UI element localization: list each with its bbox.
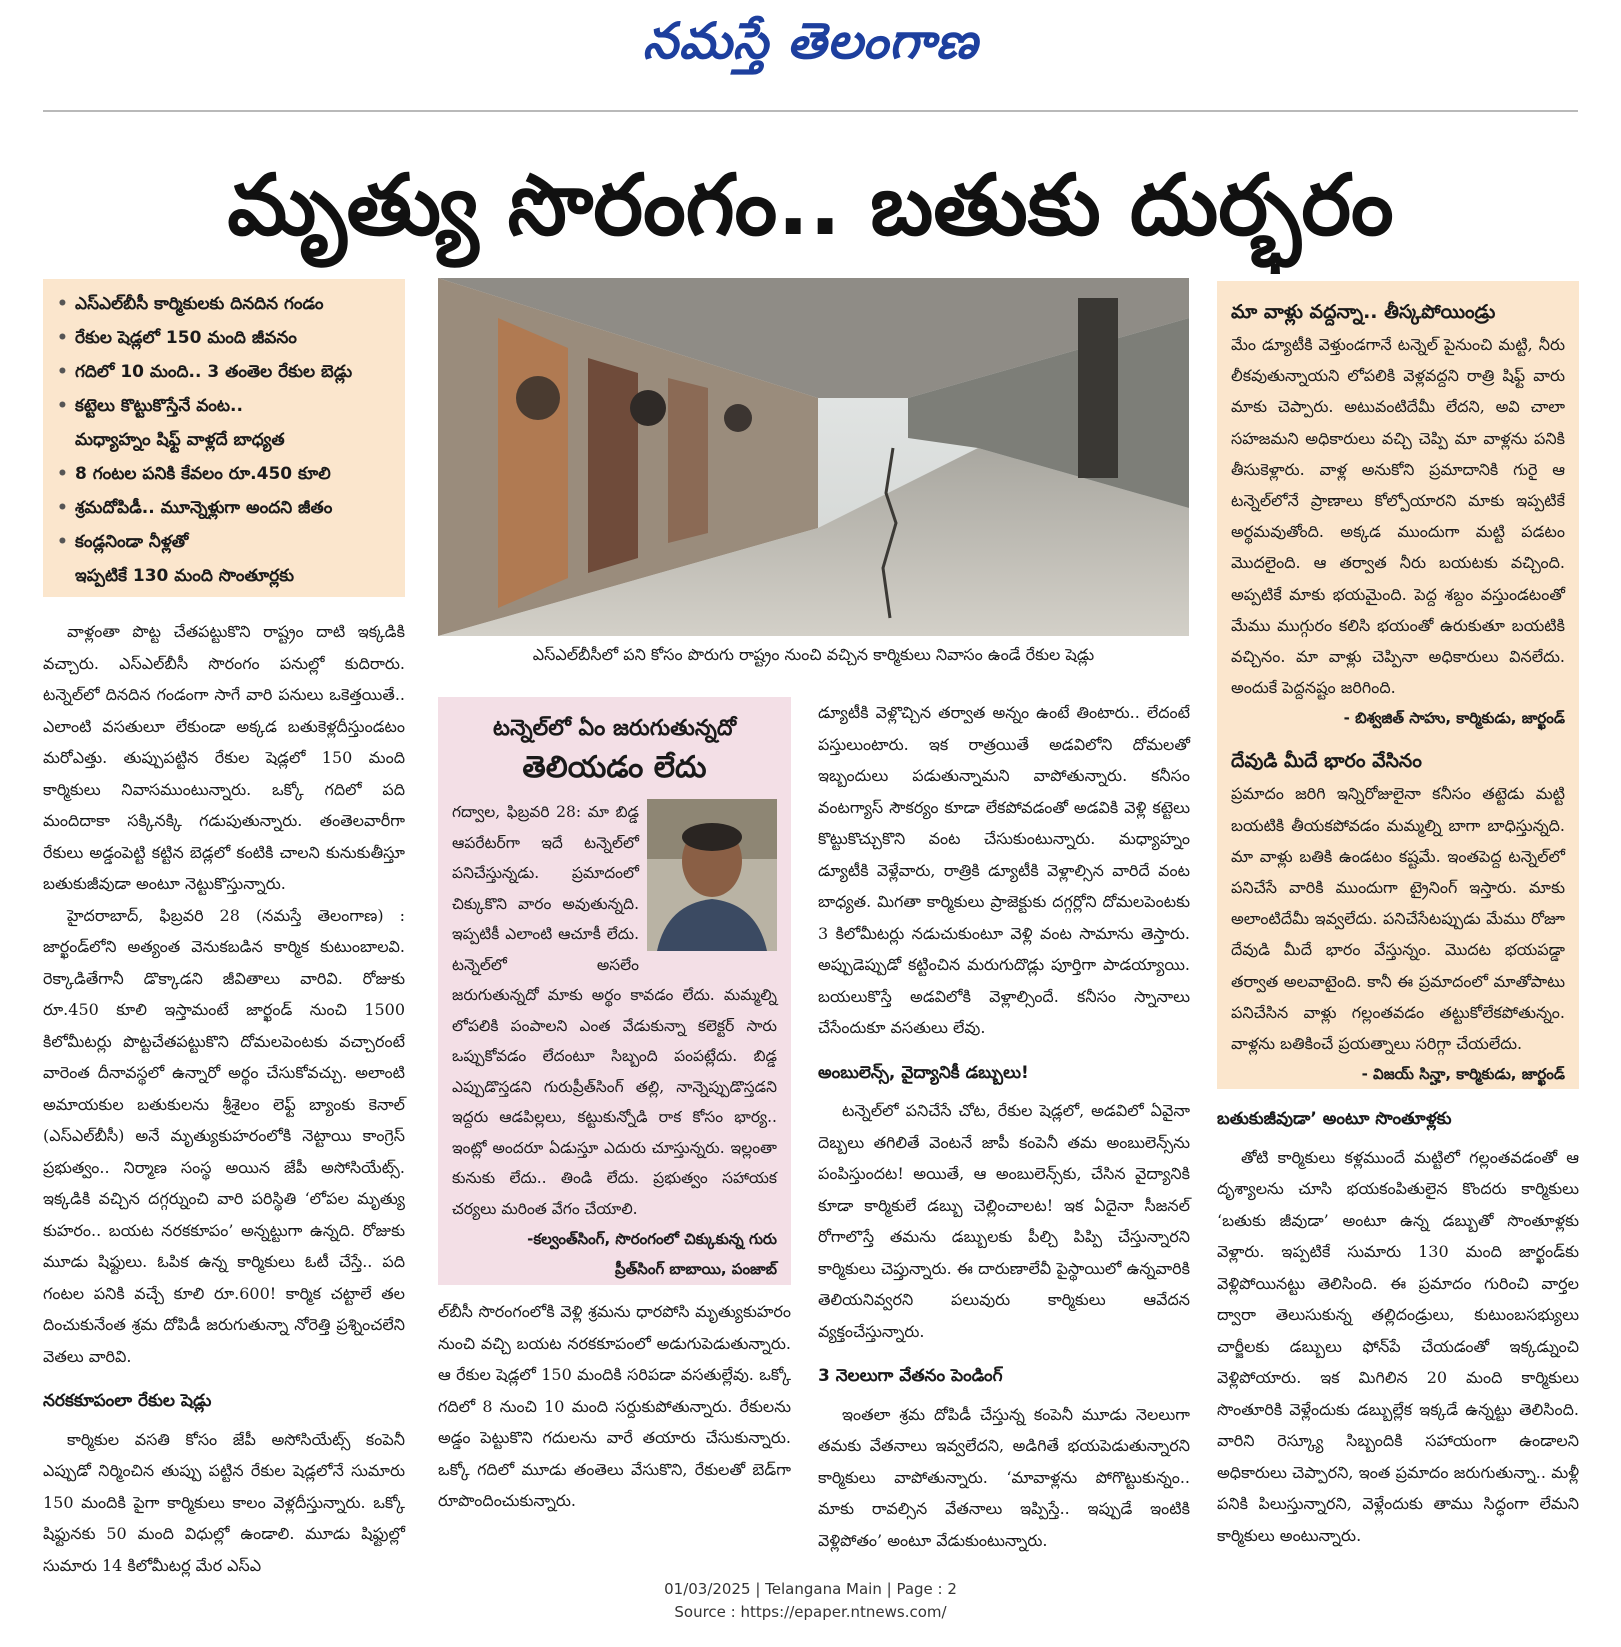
article-paragraph: టన్నెల్‌లో పనిచేసే చోట, రేకుల షెడ్లలో, అడవిలో ఏవైనా దెబ్బలు తగిలితే వెంటనే జాపీ కంపెనీ తమ అంబులెన్స్‌ను పంపిస్తుందట! అయితే, ఆ అంబులెన్స్‌కు, చేసిన వైద్యానికి కూడా కార్మికులే డబ్బు చెల్లించాలట! ఇక ఏదైనా సీజనల్ రోగాలొస్తే తమను డబ్బులకు పీల్చి పిప్పి చేస్తున్నారని కార్మికులు చెప్తున్నారు. ఈ దారుణాలేవీ పైస్థాయిలో ఉన్నవారికి తెలియనివ్వరని పలువురు కార్మికులు ఆవేదన వ్యక్తంచేస్తున్నారు.	[818, 1101, 1190, 1341]
highlight-text: కట్టెలు కొట్టుకొస్తేనే వంట..	[75, 396, 243, 416]
bullet-icon: •	[57, 362, 68, 382]
highlight-item	[55, 457, 395, 491]
bullet-icon: •	[57, 464, 68, 484]
highlights-list	[55, 287, 395, 593]
masthead-logo: నమస్తే తెలంగాణ	[642, 12, 979, 70]
interview-signature: -కల్వంత్‌సింగ్, సొరంగంలో చిక్కుకున్న గురు	[527, 1230, 777, 1248]
bullet-icon: •	[57, 328, 68, 348]
highlights-box	[43, 279, 405, 597]
article-column-1	[43, 616, 405, 1575]
highlight-text: శ్రమదోపిడీ.. మూన్నెళ్లుగా అందని జీతం	[75, 498, 333, 518]
testimony-body: ప్రమాదం జరిగి ఇన్నిరోజులైనా కనీసం తట్టెడు మట్టి బయటికి తీయకపోవడం మమ్మల్ని బాగా బాధిస్తున్నది. మా వాళ్లు బతికి ఉండటం కష్టమే. ఇంతపెద్ద టన్నెల్‌లో పనిచేసే వారికి ముందుగా ట్రైనింగ్ ఇస్తారు. మాకు అలాంటిదేమీ ఇవ్వలేదు. పనిచేసేటప్పుడు మేము రోజూ దేవుడి మీదే భారం వేస్తున్నం. మొదట భయపడ్డా తర్వాత అలవాటైంది. కానీ ఈ ప్రమాదంలో మాతోపాటు పనిచేసిన వాళ్లు గల్లంతవడం తట్టుకోలేకపోతున్నం. వాళ్లను బతికించే ప్రయత్నాలు సరిగ్గా చేయలేదు.	[1231, 784, 1565, 1054]
highlight-text: కండ్లనిండా నీళ్లతో	[75, 532, 189, 552]
highlight-item	[55, 355, 395, 389]
subheading: అంబులెన్స్, వైద్యానికీ డబ్బులు!	[818, 1062, 1029, 1083]
highlight-item	[55, 321, 395, 355]
highlight-item	[55, 525, 395, 593]
bullet-icon: •	[57, 532, 68, 552]
article-paragraph: ల్‌బీసీ సొరంగంలోకి వెళ్లి శ్రమను ధారపోసి మృత్యుకుహరం నుంచి వచ్చి బయట నరకకూపంలో అడుగుపెడుతున్నారు. ఆ రేకుల షెడ్లలో 150 మందికి సరిపడా వసతుల్లేవు. ఒక్కో గదిలో 8 నుంచి 10 మంది సర్దుకుపోతున్నారు. రేకులను అడ్డం పెట్టుకొని గదులను వారే తయారు చేసుకున్నారు. ఒక్కో గదిలో మూడు తంతెలు వేసుకొని, రేకులతో బెడ్‌గా రూపొందించుకున్నారు.	[438, 1302, 791, 1510]
interviewee-portrait	[647, 799, 777, 951]
testimony-signature: - బిశ్వజిత్ సాహు, కార్మికుడు, జార్ఖండ్	[1343, 709, 1565, 728]
article-column-4	[1217, 1104, 1579, 1545]
article-paragraph: కార్మికుల వసతి కోసం జేపీ అసోసియేట్స్ కంపెనీ ఎప్పుడో నిర్మించిన తుప్పు పట్టిన రేకుల షెడ్లలోనే సుమారు 150 మందికి పైగా కార్మికులు కాలం వెళ్లదీస్తున్నారు. ఒక్కో షిఫ్టునకు 50 మంది విధుల్లో ఉండాలి. మూడు షిఫ్టుల్లో సుమారు 14 కిలోమీటర్ల మేర ఎస్ఎ	[43, 1429, 405, 1575]
highlight-text: రేకుల షెడ్లలో 150 మంది జీవనం	[75, 328, 297, 348]
footer-date-edition: 01/03/2025 | Telangana Main | Page : 2	[664, 1580, 957, 1598]
article-paragraph: డ్యూటీకి వెళ్లొచ్చిన తర్వాత అన్నం ఉంటే తింటారు.. లేదంటే పస్తులుంటారు. ఇక రాత్రయితే అడవిలోని దోమలతో ఇబ్బందులు పడుతున్నామని వాపోతున్నారు. కనీసం వంటగ్యాస్ సౌకర్యం కూడా లేకపోవడంతో అడవికి వెళ్లి కట్టెలు కొట్టుకొచ్చుకొని వంట చేసుకుంటున్నారు. మధ్యాహ్నం డ్యూటీకి వెళ్లేవారు, రాత్రికి డ్యూటీకి వెళ్లాల్సిన వారిదే వంట బాధ్యత. మిగతా కార్మికులు ప్రాజెక్టుకు దగ్గర్లోని దోమలపెంటకు 3 కిలోమీటర్లు నడుచుకుంటూ వెళ్లి వంట సామాను తెస్తారు. అప్పుడెప్పుడో కట్టించిన మరుగుదొడ్లు పూర్తిగా పాడయ్యాయి. బయలుకొస్తే అడవిలోకి వెళ్లాల్సిందే. కనీసం స్నానాలు చేసేందుకూ వసతులు లేవు.	[818, 703, 1190, 1037]
highlight-text: గదిలో 10 మంది.. 3 తంతెల రేకుల బెడ్లు	[75, 362, 353, 382]
bullet-icon: •	[57, 396, 68, 416]
worker-sheds-photo	[438, 278, 1189, 636]
news-photo	[438, 278, 1189, 636]
interview-box	[438, 697, 791, 1285]
article-column-2	[438, 1296, 791, 1508]
testimony-body: మేం డ్యూటీకి వెళ్తుండగానే టన్నెల్ పైనుంచి మట్టి, నీరు లీకవుతున్నాయని లోపలికి వెళ్లవద్దని రాత్రి షిఫ్ట్ వారు మాకు చెప్పారు. అటువంటిదేమీ లేదని, అవి చాలా సహజమని అధికారులు వచ్చి చెప్పి మా వాళ్లను పనికి తీసుకెళ్లారు. వాళ్ల అనుకోని ప్రమాదానికి గురై ఆ టన్నెల్‌లోనే ప్రాణాలు కోల్పోయారని మాకు ఇప్పటికే అర్థమవుతోంది. అక్కడ ముందుగా మట్టి పడటం మొదలైంది. ఆ తర్వాత నీరు బయటకు వచ్చింది. అప్పటికే మాకు భయమైంది. పెద్ద శబ్దం వస్తుండటంతో మేము ముగ్గురం కలిసి భయంతో ఉరుకుతూ బయటికి వచ్చినం. మా వాళ్లు చెప్పినా అధికారులు వినలేదు. అందుకే పెద్దనష్టం జరిగింది.	[1231, 335, 1565, 698]
testimony-heading: మా వాళ్లు వద్దన్నా.. తీస్కపోయిండ్రు	[1231, 301, 1496, 323]
highlight-text: 8 గంటల పనికి కేవలం రూ.450 కూలి	[75, 464, 331, 484]
interview-signature-2: ప్రీత్‌సింగ్ బాబాయి, పంజాబ్	[614, 1260, 777, 1278]
footer-source: Source : https://epaper.ntnews.com/	[674, 1603, 947, 1621]
highlight-item	[55, 389, 395, 457]
subheading: నరకకూపంలా రేకుల షెడ్లు	[43, 1391, 212, 1411]
highlight-text-continued: మధ్యాహ్నం షిఫ్ట్ వాళ్లదే బాధ్యత	[75, 430, 285, 450]
photo-caption: ఎస్ఎల్‌బీసీలో పని కోసం పొరుగు రాష్ట్రం నుంచి వచ్చిన కార్మికులు నివాసం ఉండే రేకుల షెడ్లు	[532, 645, 1095, 664]
headline: మృత్యు సొరంగం.. బతుకు దుర్భరం	[227, 156, 1394, 254]
article-column-3	[818, 697, 1190, 1550]
highlight-item	[55, 287, 395, 321]
article-paragraph: వాళ్లంతా పొట్ట చేతపట్టుకొని రాష్ట్రం దాటి ఇక్కడికి వచ్చారు. ఎస్ఎల్‌బీసీ సొరంగం పనుల్లో కుదిరారు. టన్నెల్‌లో దినదిన గండంగా సాగే వారి పనులు ఒకెత్తయితే.. ఎలాంటి వసతులూ లేకుండా అక్కడ బతుకెళ్లదీస్తుండటం మరోఎత్తు. తుప్పుపట్టిన రేకుల షెడ్లలో 150 మంది కార్మికులు నివాసముంటున్నారు. ఒక్కో గదిలో పది మందిదాకా సక్కినక్కి గడుపుతున్నారు. తంతెలవారీగా రేకులు అడ్డంపెట్టి కట్టిన బెడ్లలో కంటికి చాలని కునుకుతీస్తూ బతుకుజీవుడా అంటూ నెట్టుకొస్తున్నారు.	[43, 622, 405, 893]
testimony-heading: దేవుడి మీదే భారం వేసినం	[1231, 750, 1422, 773]
testimonies-box	[1217, 281, 1579, 1089]
testimony-signature: - విజయ్ సిన్హా, కార్మికుడు, జార్ఖండ్	[1361, 1065, 1565, 1084]
interview-text: గద్వాల, ఫిబ్రవరి 28: మా బిడ్డ ఆపరేటర్‌గా ఇదే టన్నెల్‌లో పనిచేస్తున్నడు. ప్రమాదంలో చిక్కుకొని వారం అవుతున్నది. ఇప్పటికీ ఎలాంటి ఆచూకీ లేదు. టన్నెల్‌లో అసలేం జరుగుతున్నదో మాకు అర్థం కావడం లేదు. మమ్మల్ని లోపలికి పంపాలని ఎంత వేడుకున్నా కలెక్టర్ సారు ఒప్పుకోవడం లేదంటూ సిబ్బంది పంపట్లేదు. బిడ్డ ఎప్పుడొస్తడని గురుప్రీత్‌సింగ్ తల్లి, నాన్నెప్పుడొస్తడని ఇద్దరు ఆడపిల్లలు, కట్టుకున్నోడి రాక కోసం భార్య.. ఇంట్లో అందరూ ఏడుస్తూ ఎదురు చూస్తున్నరు. ఇల్లంతా కునుకు లేదు.. తిండి లేదు. ప్రభుత్వం సహాయక చర్యలు మరింత వేగం చేయాలి.	[452, 803, 777, 1218]
article-paragraph: హైదరాబాద్, ఫిబ్రవరి 28 (నమస్తే తెలంగాణ) : జార్ఖండ్‌లోని అత్యంత వెనుకబడిన కార్మిక కుటుంబాలవి. రెక్కాడితేగానీ డొక్కాడని జీవితాలు వారివి. రోజుకు రూ.450 కూలి ఇస్తామంటే జార్ఖండ్ నుంచి 1500 కిలోమీటర్లు పొట్టచేతపట్టుకొని దోమలపెంటకు వచ్చారంటే వారెంత దీనావస్థలో ఉన్నారో అర్థం చేసుకోవచ్చు. అలాంటి అమాయకుల బతుకులను శ్రీశైలం లెఫ్ట్ బ్యాంకు కెనాల్ (ఎస్ఎల్‌బీసీ) అనే మృత్యుకుహరంలోకి నెట్టాయి కాంగ్రెస్ ప్రభుత్వం.. నిర్మాణ సంస్థ అయిన జేపీ అసోసియేట్స్. ఇక్కడికి వచ్చిన దగ్గర్నుంచి వారి పరిస్థితి ‘లోపల మృత్యు కుహరం.. బయట నరకకూపం’ అన్నట్టుగా ఉన్నది. రోజుకు మూడు షిఫ్టులు. ఓపిక ఉన్న కార్మికులు ఓటీ చేస్తే.. పది గంటల పనికి వచ్చే కూలి రూ.600! కార్మిక చట్టాలే తల దించుకునేంత శ్రమ దోపిడీ జరుగుతున్నా నోరెత్తి ప్రశ్నించలేని వెతలు వారివి.	[43, 905, 405, 1366]
bullet-icon: •	[57, 498, 68, 518]
article-paragraph: తోటి కార్మికులు కళ్లముందే మట్టిలో గల్లంతవడంతో ఆ దృశ్యాలను చూసి భయకంపితులైన కొందరు కార్మికులు ‘బతుకు జీవుడా’ అంటూ ఉన్న డబ్బుతో సొంతూళ్లకు వెళ్లారు. ఇప్పటికే సుమారు 130 మంది జార్ఖండ్‌కు వెళ్లిపోయినట్టు తెలిసింది. ఈ ప్రమాదం గురించి వార్తల ద్వారా తెలుసుకున్న తల్లిదండ్రులు, కుటుంబసభ్యులు చార్జీలకు డబ్బులు ఫోన్‌పే చేయడంతో ఇక్కడ్నుంచి వెళ్లిపోయారు. ఇక మిగిలిన 20 మంది కార్మికులు సొంతూరికి వెళ్లేందుకు డబ్బుల్లేక ఇక్కడే ఉన్నట్టు తెలిసింది. వారిని రెస్క్యూ సిబ్బందికి సహాయంగా ఉండాలని అధికారులు చెప్పారని, ఇంత ప్రమాదం జరుగుతున్నా.. మళ్లీ పనికి పిలుస్తున్నారని, వెళ్లేందుకు తాము సిద్ధంగా లేమని కార్మికులు అంటున్నారు.	[1217, 1147, 1579, 1545]
highlight-text: ఎస్ఎల్‌బీసీ కార్మికులకు దినదిన గండం	[75, 294, 324, 314]
masthead-divider	[43, 110, 1578, 112]
highlight-text-continued: ఇప్పటికే 130 మంది సొంతూర్లకు	[75, 566, 294, 586]
interview-title-line2: తెలియడం లేదు	[522, 750, 707, 785]
highlight-item	[55, 491, 395, 525]
interview-title-line1: టన్నెల్‌లో ఏం జరుగుతున్నదో	[492, 716, 737, 741]
subheading: బతుకుజీవుడా’ అంటూ సొంతూళ్లకు	[1217, 1109, 1452, 1129]
interview-body	[452, 797, 777, 1224]
page-footer	[0, 1578, 1621, 1624]
subheading: 3 నెలలుగా వేతనం పెండింగ్	[818, 1366, 1003, 1386]
article-paragraph: ఇంతలా శ్రమ దోపిడీ చేస్తున్న కంపెనీ మూడు నెలలుగా తమకు వేతనాలు ఇవ్వలేదని, అడిగితే భయపెడుతున్నారని కార్మికులు వాపోతున్నారు. ‘మావాళ్లను పోగొట్టుకున్నం.. మాకు రావల్సిన వేతనాలు ఇప్పిస్తే.. ఇప్పుడే ఇంటికి వెళ్లిపోతం’ అంటూ వేడుకుంటున్నారు.	[818, 1404, 1190, 1550]
bullet-icon: •	[57, 294, 68, 314]
